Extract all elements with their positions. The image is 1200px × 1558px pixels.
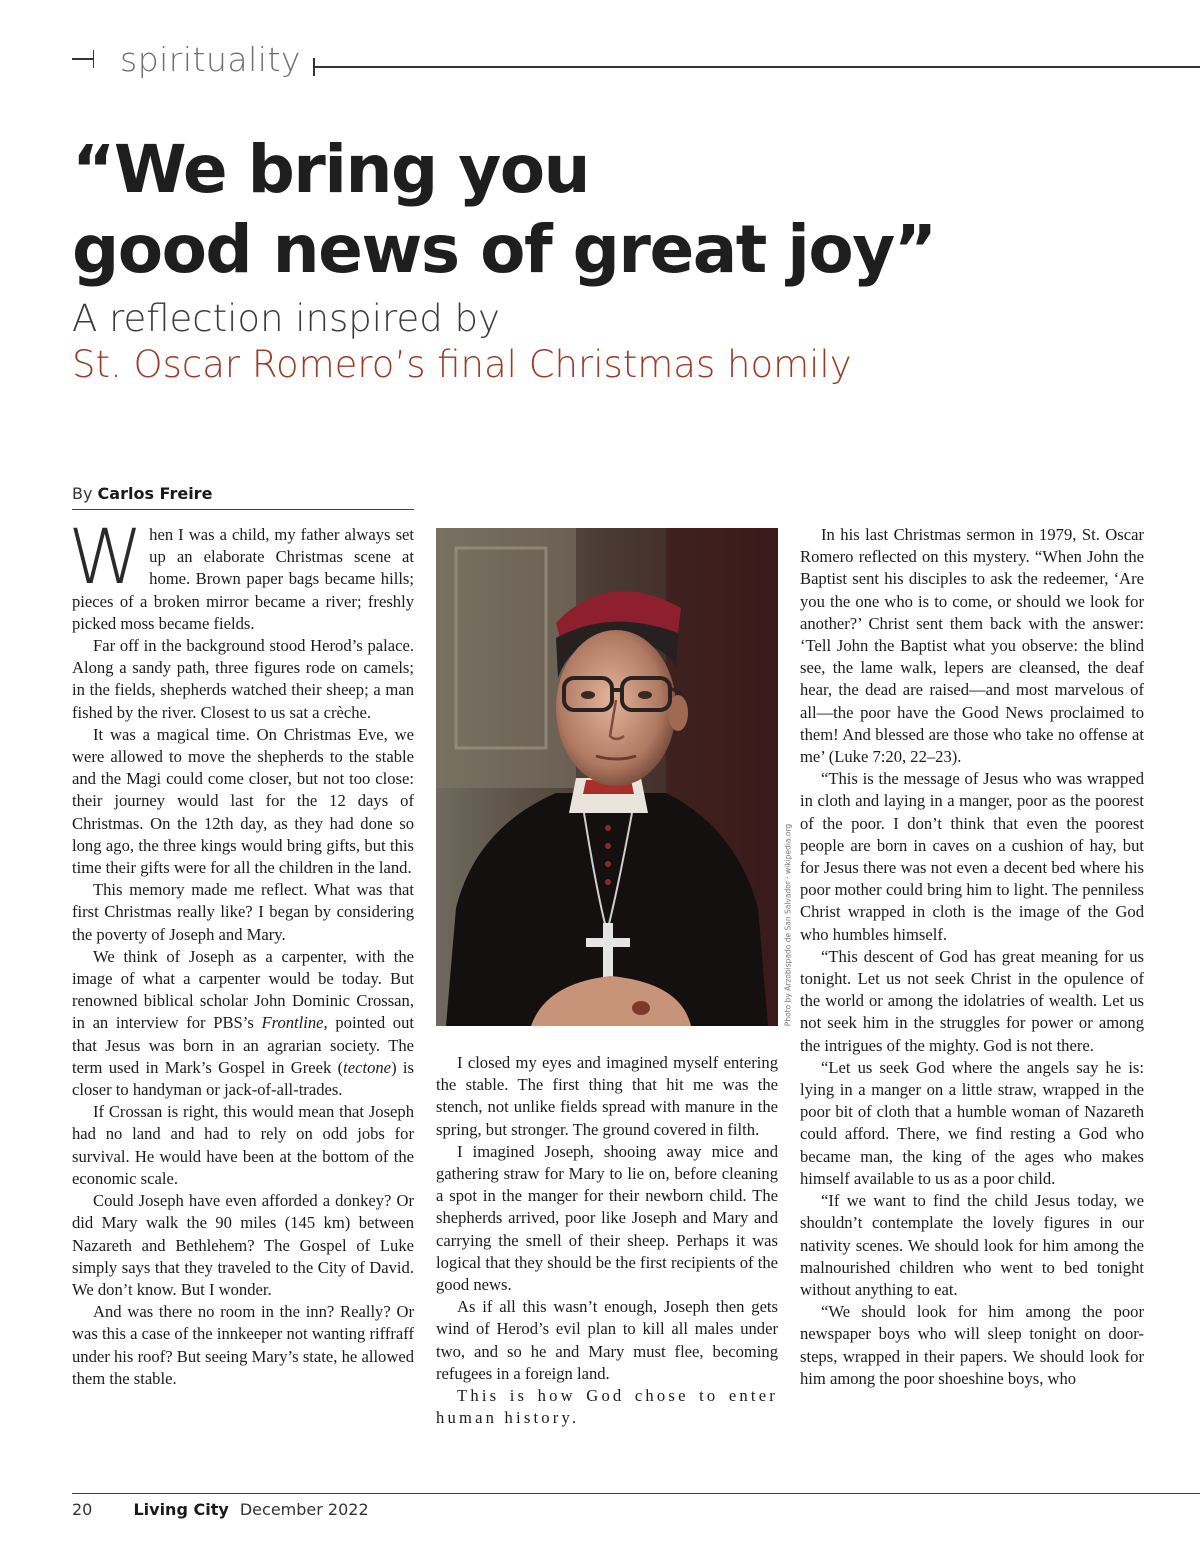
photo-credit: Photo by Arzobispado de San Salvador · wikipedia.org [783,823,793,1027]
paragraph: If Crossan is right, this would mean that Joseph had no land and had to rely on odd jobs for survival. He would have been at the bottom of the economic scale. [72,1102,414,1188]
section-header [72,40,1200,92]
paragraph: “This is the message of Jesus who was wrapped in cloth and laying in a manger, poor as the poorest of the poor. I don’t think that even the poorest people are born in caves on a cushion of hay, but for Jesus there was not even a decent bed where his poor mother could bring him to light. The penniless Christ wrapped in cloth is the image of the God who humbles himself. [800,769,1144,944]
paragraph: As if all this wasn’t enough, Joseph then gets wind of Herod’s evil plan to kill all males under two, and so he and Mary must flee, becoming refugees in a foreign land. [436,1297,778,1383]
issue-date: December 2022 [239,1500,369,1519]
footer-rule [72,1493,1200,1494]
headline-line-2: good news of great joy” [72,211,936,288]
paragraph: In his last Christmas sermon in 1979, St. Oscar Romero reflected on this mystery. “When John the Baptist sent his disciples to ask the redeemer, ‘Are you the one who is to come, or should we look for another?’ Christ sent them back with the answer: ‘Tell John the Baptist what you observe: the blind see, the lame walk, lepers are cleansed, the deaf hear, the dead are raised—and most marvelous of all—the poor have the Good News proclaimed to them! And blessed are those who take no offense at me’ (Luke 7:20, 22–23). [800,525,1144,767]
article-column-2 [436,1052,778,1429]
paragraph: And was there no room in the inn? Really? Or was this a case of the innkeeper not wanting riffraff under his roof? But seeing Mary’s state, he allowed them the stable. [72,1302,414,1388]
page-number: 20 [72,1500,93,1519]
headline [72,130,1152,290]
byline-prefix: By [72,484,93,503]
paragraph: “This descent of God has great meaning for us tonight. Let us not seek Christ in the opulence of the world or among the idolatries of wealth. Let us not seek him in the struggles for power or among the intrigues of the mighty. God is not there. [800,946,1144,1055]
paragraph: This memory made me reflect. What was that first Christmas really like? I began by considering the poverty of Joseph and Mary. [72,880,414,944]
paragraph: This is how God chose to enter human history. [436,1386,778,1428]
subheadline-line-1: A reflection inspired by [72,297,500,340]
byline [72,484,414,510]
article-column-1 [68,512,414,1390]
portrait-illustration [436,528,778,1026]
paragraph: I imagined Joseph, shooing away mice and gathering straw for Mary to lie on, before cleaning a spot in the manger for their newborn child. The shepherds arrived, poor like Joseph and Mary and carrying the smell of their sheep. Perhaps it was logical that they should be the first recipients of the good news. [436,1141,778,1295]
paragraph: I closed my eyes and imagined myself entering the stable. The first thing that hit me was the stench, not unlike fields spread with manure in the spring, but stronger. The ground covered in filth. [436,1053,778,1139]
paragraph: It was a magical time. On Christmas Eve, we were allowed to move the shepherds to the stable and the Magi could come closer, but not too close: their journey would last for the 12 days of Christmas. On the 12th day, as they had done so long ago, the three kings would bring gifts, but this time their gifts were for all the children in the land. [72,724,414,878]
portrait-photo [436,528,778,1026]
section-rule [313,66,1200,68]
paragraph: Far off in the background stood Herod’s palace. Along a sandy path, three figures rode on camels; in the fields, shepherds watched their sheep; a man fished by the river. Closest to us sat a crèche. [72,636,414,722]
subheadline [72,296,1172,388]
headline-line-1: “We bring you [72,131,590,208]
paragraph: We think of Joseph as a carpenter, with the image of what a carpenter would be today. But renowned biblical scholar John Dominic Crossan, in an interview for PBS’s Frontline, pointed out that Jesus was born in an agrarian society. The term used in Mark’s Gospel in Greek (tectone) is closer to handyman or jack-of-all-trades. [72,946,414,1100]
drop-cap: W [68,512,144,601]
section-rule-left [72,58,94,60]
italic-term: Frontline, [261,1013,328,1033]
subheadline-line-2: St. Oscar Romero’s final Christmas homily [72,343,852,386]
section-label: spirituality [120,40,301,79]
paragraph: “If we want to find the child Jesus today, we shouldn’t contemplate the lovely figures in our nativity scenes. We should look for him among the malnourished children who went to bed tonight without anything to eat. [800,1191,1144,1299]
paragraph: Could Joseph have even afforded a donkey? Or did Mary walk the 90 miles (145 km) between Nazareth and Bethlehem? The Gospel of Luke simply says that they traveled to the City of David. We don’t know. But I wonder. [72,1191,414,1299]
byline-author: Carlos Freire [97,484,213,503]
magazine-name: Living City [133,1500,229,1519]
paragraph: When I was a child, my father always set up an elaborate Christmas scene at home. Brown paper bags became hills; pieces of a broken mirror became a river; freshly picked moss became fields. [68,512,414,633]
paragraph: “We should look for him among the poor newspaper boys who will sleep tonight on door-steps, wrapped in their papers. We should look for him among the poor shoeshine boys, who [800,1302,1144,1388]
article-column-3 [800,524,1144,1390]
page-footer [72,1500,369,1519]
italic-term: tectone [343,1057,392,1077]
paragraph: “Let us seek God where the angels say he is: lying in a manger on a little straw, wrapped in the poor bit of cloth that a humble woman of Nazareth could afford. There, we find resting a God who became man, the king of the ages who makes himself available to us as a poor child. [800,1057,1144,1188]
